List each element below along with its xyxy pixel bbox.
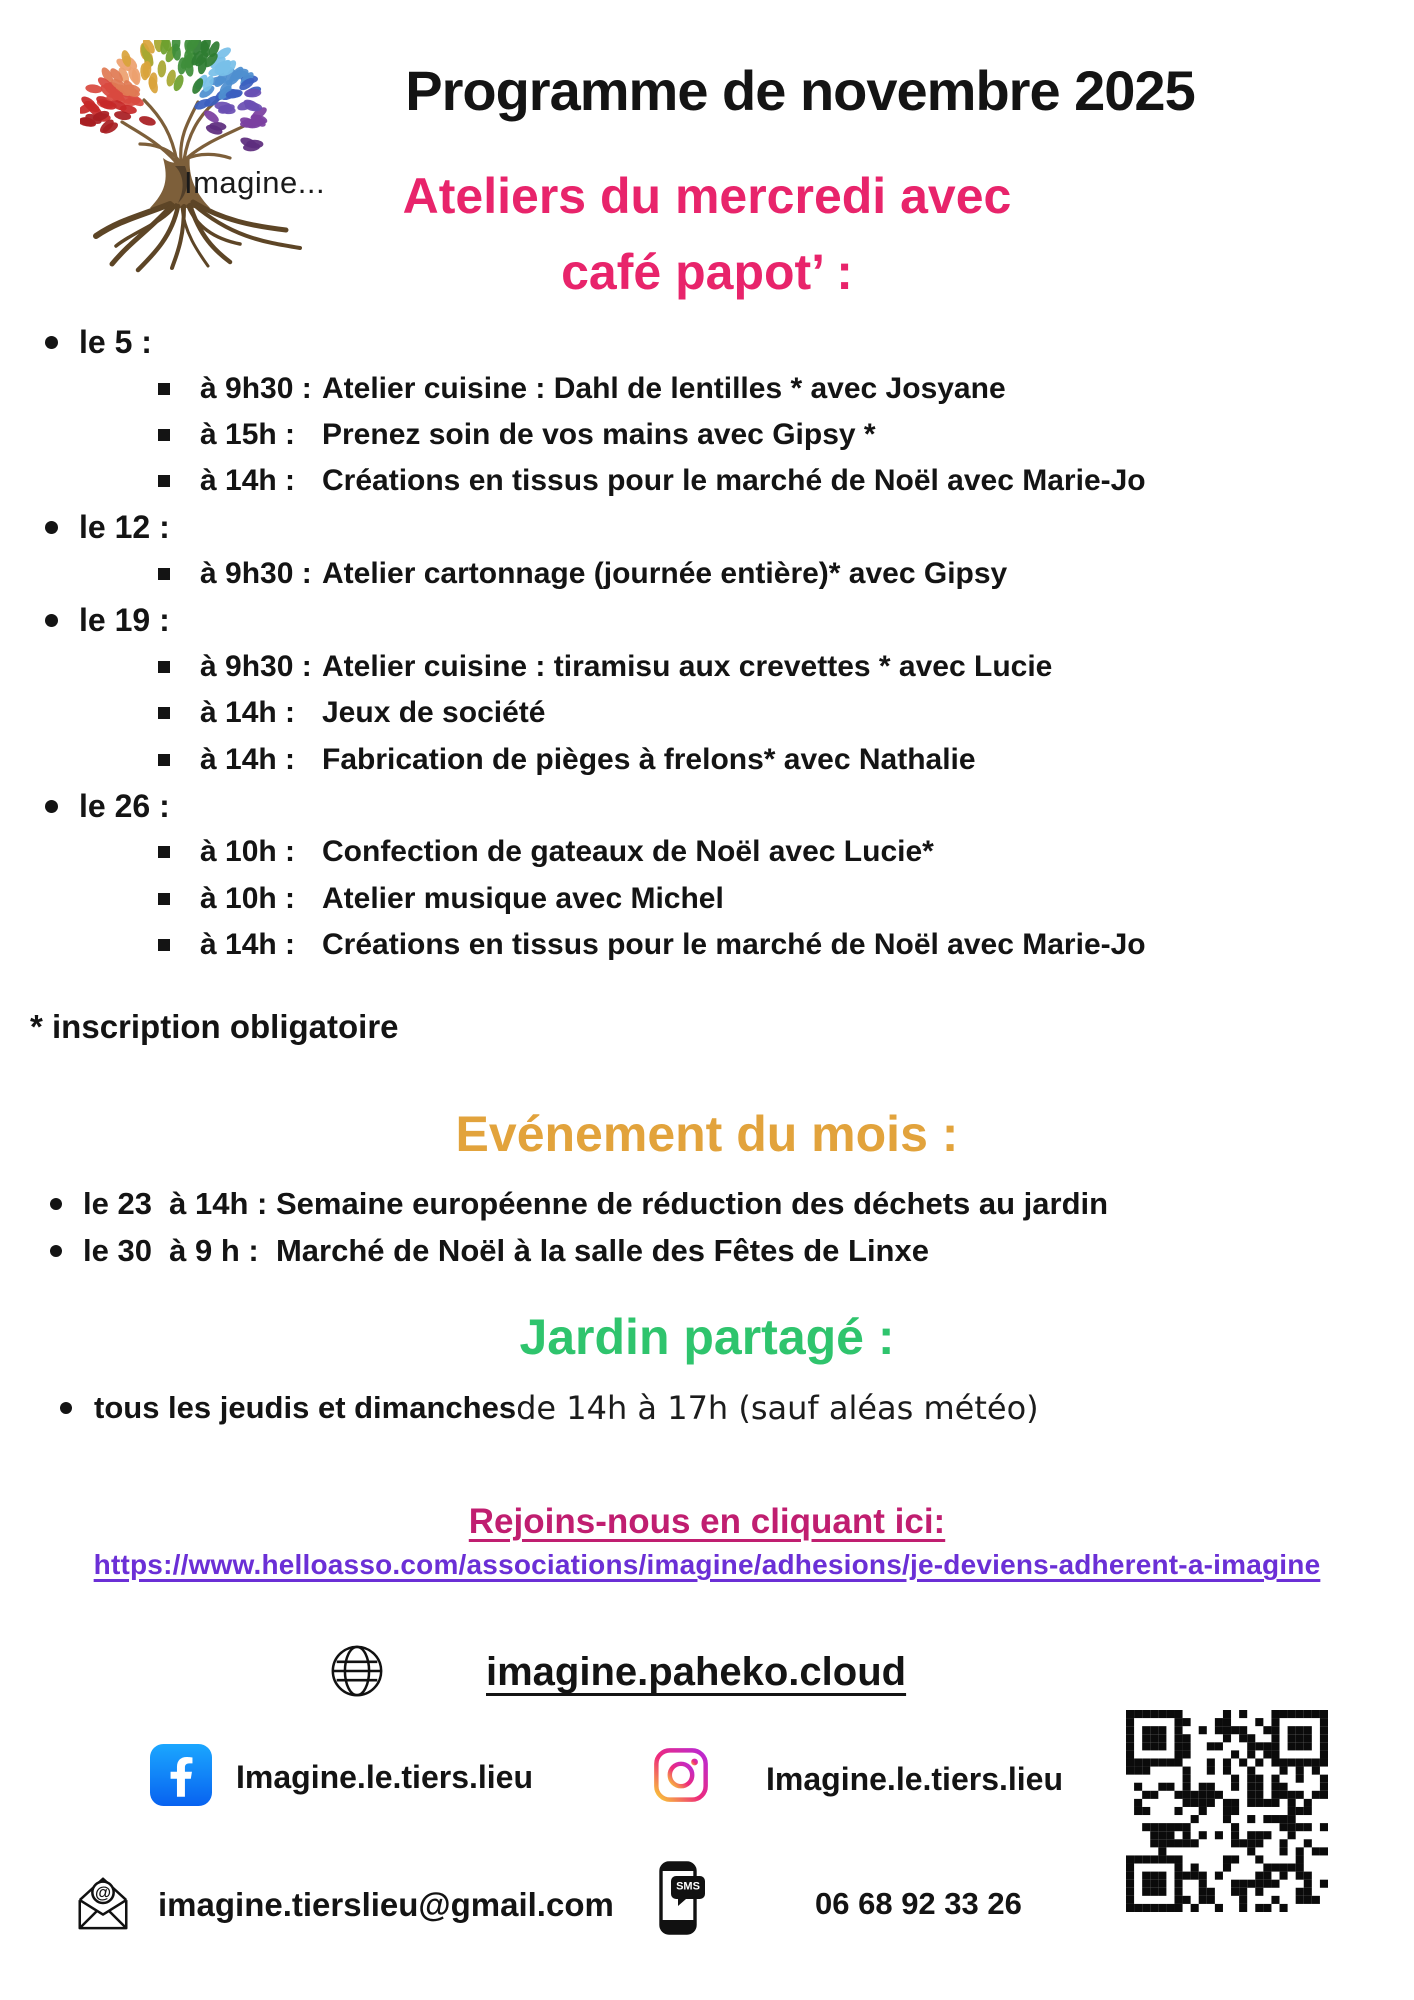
- item-activity: Atelier cartonnage (journée entière)* avec Gipsy: [322, 557, 1008, 591]
- bullet-icon: [45, 800, 58, 813]
- workshop-item: [0, 365, 1414, 411]
- item-activity: Fabrication de pièges à frelons* avec Nathalie: [322, 742, 976, 776]
- day-label: le 19 :: [79, 602, 170, 639]
- event-item: [0, 1180, 1414, 1227]
- bullet-icon: [45, 336, 58, 349]
- sms-label: SMS: [676, 1880, 700, 1893]
- item-activity: Jeux de société: [322, 696, 546, 730]
- square-bullet-icon: [158, 707, 170, 719]
- item-activity: Confection de gateaux de Noël avec Lucie*: [322, 835, 934, 869]
- bullet-icon: [50, 1198, 62, 1210]
- phone-number[interactable]: 06 68 92 33 26: [815, 1886, 1022, 1921]
- events-list: [0, 1180, 1414, 1274]
- garden-schedule-bold: tous les jeudis et dimanches: [94, 1390, 517, 1425]
- workshop-item: [0, 737, 1414, 783]
- bullet-icon: [60, 1402, 72, 1414]
- garden-schedule-detail: de 14h à 17h (sauf aléas météo): [516, 1389, 1039, 1427]
- facebook-icon: [150, 1744, 212, 1806]
- workshop-item: [0, 876, 1414, 922]
- facebook-handle[interactable]: Imagine.le.tiers.lieu: [236, 1759, 533, 1795]
- membership-url-link[interactable]: https://www.helloasso.com/associations/imagine/adhesions/je-deviens-adherent-a-imagine: [93, 1549, 1321, 1580]
- garden-heading: Jardin partagé :: [519, 1309, 895, 1365]
- instagram-handle[interactable]: Imagine.le.tiers.lieu: [766, 1761, 1063, 1797]
- day-row: [0, 319, 1414, 365]
- qr-code: [1126, 1710, 1328, 1912]
- instagram-icon: [652, 1746, 710, 1804]
- website-link[interactable]: imagine.paheko.cloud: [486, 1650, 907, 1694]
- item-time: à 14h :: [200, 696, 296, 730]
- item-time: à 10h :: [200, 835, 296, 869]
- workshops-heading-line1: Ateliers du mercredi avec: [402, 168, 1012, 224]
- item-time: à 9h30 :: [200, 649, 312, 683]
- globe-icon: [328, 1642, 386, 1700]
- garden-item: [0, 1384, 1414, 1432]
- rainbow-leaves: [80, 40, 269, 152]
- workshop-item: [0, 690, 1414, 736]
- item-activity: Créations en tissus pour le marché de Noël avec Marie-Jo: [322, 464, 1146, 498]
- event-text: le 23 à 14h : Semaine européenne de réduction des déchets au jardin: [83, 1185, 1109, 1221]
- item-activity: Prenez soin de vos mains avec Gipsy *: [322, 417, 876, 451]
- workshops-heading: [0, 158, 1414, 310]
- item-time: à 14h :: [200, 742, 296, 776]
- item-time: à 10h :: [200, 881, 296, 915]
- page-title: Programme de novembre 2025: [405, 59, 1195, 122]
- workshop-item: [0, 829, 1414, 875]
- square-bullet-icon: [158, 846, 170, 858]
- square-bullet-icon: [158, 568, 170, 580]
- square-bullet-icon: [158, 754, 170, 766]
- item-time: à 14h :: [200, 928, 296, 962]
- sms-phone-icon: [655, 1860, 707, 1940]
- item-activity: Atelier musique avec Michel: [322, 881, 724, 915]
- workshop-item: [0, 412, 1414, 458]
- day-row: [0, 597, 1414, 643]
- email-icon: [72, 1870, 134, 1934]
- workshop-item: [0, 458, 1414, 504]
- square-bullet-icon: [158, 661, 170, 673]
- email-address[interactable]: imagine.tierslieu@gmail.com: [158, 1886, 614, 1923]
- brand-text: Imagine...: [184, 165, 326, 200]
- day-label: le 5 :: [79, 323, 152, 360]
- item-time: à 9h30 :: [200, 371, 312, 405]
- item-time: à 9h30 :: [200, 557, 312, 591]
- workshop-item: [0, 922, 1414, 968]
- events-heading: Evénement du mois :: [455, 1106, 959, 1162]
- square-bullet-icon: [158, 939, 170, 951]
- item-activity: Créations en tissus pour le marché de Noël avec Marie-Jo: [322, 928, 1146, 962]
- square-bullet-icon: [158, 475, 170, 487]
- event-text: le 30 à 9 h : Marché de Noël à la salle des Fêtes de Linxe: [83, 1232, 929, 1268]
- day-label: le 12 :: [79, 509, 170, 546]
- item-time: à 14h :: [200, 464, 296, 498]
- join-cta-link[interactable]: Rejoins-nous en cliquant ici:: [468, 1502, 946, 1541]
- workshops-heading-line2: café papot’ :: [561, 244, 853, 300]
- bullet-icon: [45, 614, 58, 627]
- item-activity: Atelier cuisine : Dahl de lentilles * avec Josyane: [322, 371, 1006, 405]
- bullet-icon: [50, 1245, 62, 1257]
- item-time: à 15h :: [200, 417, 296, 451]
- workshop-item: [0, 551, 1414, 597]
- workshop-item: [0, 644, 1414, 690]
- square-bullet-icon: [158, 429, 170, 441]
- item-activity: Atelier cuisine : tiramisu aux crevettes * avec Lucie: [322, 649, 1053, 683]
- registration-note: * inscription obligatoire: [30, 1008, 399, 1045]
- day-row: [0, 783, 1414, 829]
- svg-text:@: @: [94, 1884, 112, 1903]
- square-bullet-icon: [158, 893, 170, 905]
- bullet-icon: [45, 521, 58, 534]
- event-item: [0, 1227, 1414, 1274]
- day-label: le 26 :: [79, 787, 170, 824]
- workshops-list: [0, 319, 1414, 968]
- day-row: [0, 505, 1414, 551]
- square-bullet-icon: [158, 383, 170, 395]
